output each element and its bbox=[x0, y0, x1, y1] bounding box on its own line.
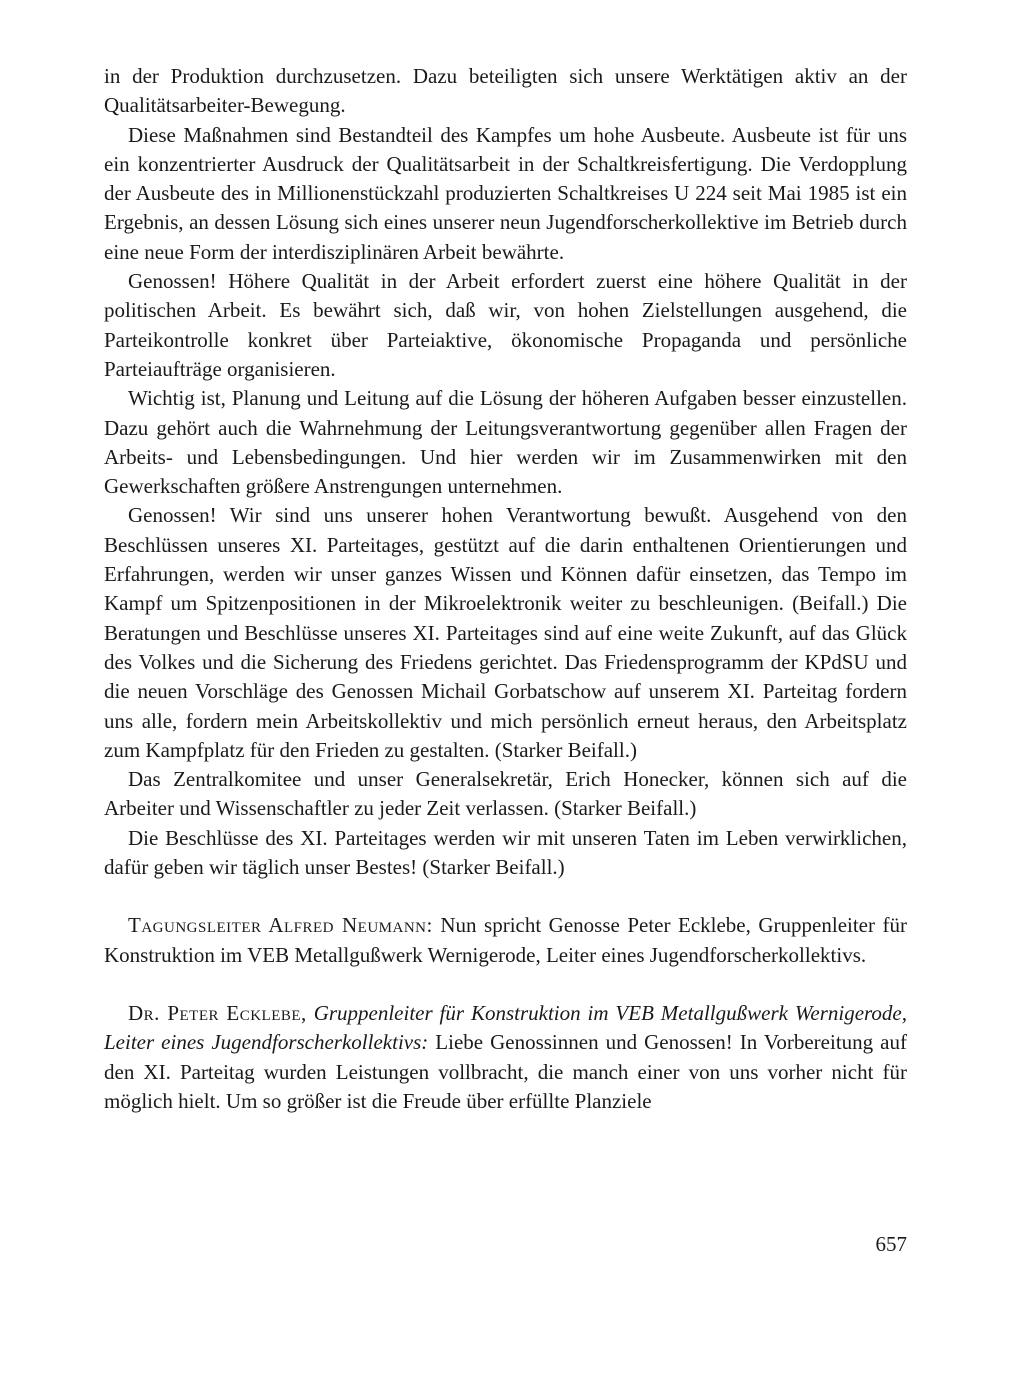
chair-speaker: Tagungsleiter Alfred Neumann: bbox=[128, 913, 433, 938]
speech-role: Gruppenleiter für Konstruktion im VEB Metallgußwerk Wernigerode, Leiter eines Jugendforscherkollektivs: bbox=[104, 1000, 908, 1055]
paragraph-3: Genossen! Höhere Qualität in der Arbeit erfordert zuerst eine höhere Qualität in der politischen Arbeit. Es bewährt sich, daß wir, von hohen Zielstellungen ausgehend, die Parteikontrolle konkret über Parteiaktive, ökonomische Propaganda und persönliche Parteiaufträge organisieren. bbox=[104, 269, 907, 381]
page-body bbox=[104, 62, 907, 1116]
speech-paragraph bbox=[104, 999, 907, 1116]
paragraph-7: Die Beschlüsse des XI. Parteitages werden wir mit unseren Taten im Leben verwirklichen, dafür geben wir täglich unser Bestes! (Starker Beifall.) bbox=[104, 825, 907, 880]
paragraph-2: Diese Maßnahmen sind Bestandteil des Kampfes um hohe Ausbeute. Ausbeute ist für uns ein konzentrierter Ausdruck der Qualitätsarbeit in der Schaltkreisfertigung. Die Verdopplung der Ausbeute des in Millionenstückzahl produzierten Schaltkreises U 224 seit Mai 1985 ist ein Ergebnis, an dessen Lösung sich eines unserer neun Jugendforscherkollektive im Betrieb durch eine neue Form der interdisziplinären Arbeit bewährte. bbox=[104, 122, 907, 264]
paragraph-6: Das Zentralkomitee und unser Generalsekretär, Erich Honecker, können sich auf die Arbeiter und Wissenschaftler zu jeder Zeit verlassen. (Starker Beifall.) bbox=[104, 767, 907, 821]
page-number: 657 bbox=[875, 1232, 907, 1256]
paragraph-4: Wichtig ist, Planung und Leitung auf die Lösung der höheren Aufgaben besser einzustellen. Dazu gehört auch die Wahrnehmung der Leitungsverantwortung gegenüber allen Fragen der Arbeits- und Lebensbedingungen. Und hier werden wir im Zusammenwirken mit den Gewerkschaften größere Anstrengungen unternehmen. bbox=[104, 386, 907, 499]
chair-text: Nun spricht Genosse Peter Ecklebe, Gruppenleiter für Konstruktion im VEB Metallgußwerk Wernigerode, Leiter eines Jugendforscherkollektivs. bbox=[104, 913, 907, 967]
paragraph-1: in der Produktion durchzusetzen. Dazu beteiligten sich unsere Werktätigen aktiv an der Qualitätsarbeiter-Bewegung. bbox=[104, 64, 907, 118]
chair-announcement bbox=[104, 911, 907, 970]
speech-text: Liebe Genossinnen und Genossen! In Vorbereitung auf den XI. Parteitag wurden Leistungen vollbracht, die manch einer von uns vorher nicht für möglich hielt. Um so größer ist die Freude über erfüllte Planziele bbox=[104, 1030, 907, 1113]
paragraph-5: Genossen! Wir sind uns unserer hohen Verantwortung bewußt. Ausgehend von den Beschlüssen unseres XI. Parteitages, gestützt auf die darin enthaltenen Orientierungen und Erfahrungen, werden wir unser ganzes Wissen und Können dafür einsetzen, das Tempo im Kampf um Spitzenpositionen in der Mikroelektronik weiter zu beschleunigen. (Beifall.) Die Beratungen und Beschlüsse unseres XI. Parteitages sind auf eine weite Zukunft, auf das Glück des Volkes und die Sicherung des Friedens gerichtet. Das Friedensprogramm der KPdSU und die neuen Vorschläge des Genossen Michail Gorbatschow auf unserem XI. Parteitag fordern uns alle, fordern mein Arbeitskollektiv und mich persönlich erneut heraus, den Arbeitsplatz zum Kampfplatz für den Frieden zu gestalten. (Starker Beifall.) bbox=[104, 503, 907, 762]
speech-speaker: Dr. Peter Ecklebe, bbox=[128, 1000, 307, 1025]
